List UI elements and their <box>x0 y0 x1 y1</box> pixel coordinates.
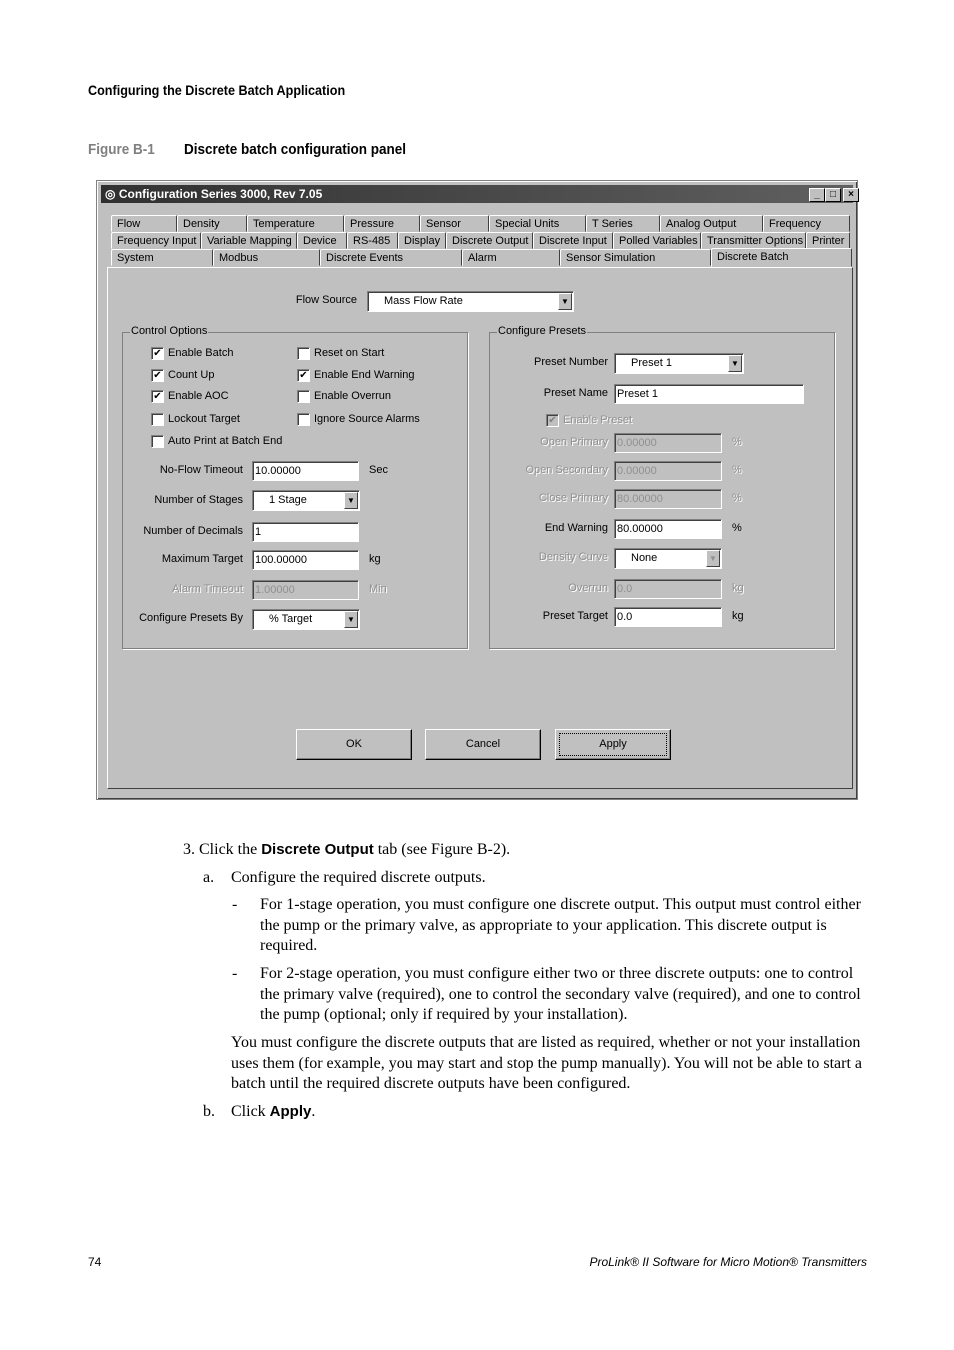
step-number: 3. <box>183 841 195 858</box>
tab-analog-output[interactable]: Analog Output <box>660 215 763 232</box>
ok-button[interactable]: OK <box>296 729 412 760</box>
lockout-target-label: Lockout Target <box>168 413 240 425</box>
tab-t-series[interactable]: T Series <box>586 215 660 232</box>
open-secondary-unit: % <box>732 464 742 476</box>
enable-preset-label: Enable Preset <box>563 414 633 426</box>
page-number: 74 <box>88 1255 102 1269</box>
control-options-group <box>122 325 468 649</box>
configure-presets-by-label: Configure Presets By <box>139 612 243 624</box>
lockout-target-checkbox[interactable] <box>151 413 164 426</box>
auto-print-at-batch-end-label: Auto Print at Batch End <box>168 435 283 447</box>
flow-source-label: Flow Source <box>295 294 357 306</box>
count-up-label: Count Up <box>168 369 215 381</box>
no-flow-timeout-label: No-Flow Timeout <box>159 464 243 476</box>
number-of-stages-select[interactable] <box>252 490 360 511</box>
control-options-legend: Control Options <box>131 325 208 337</box>
tab-flow[interactable]: Flow <box>111 215 177 232</box>
end-warning-label: End Warning <box>544 522 608 534</box>
figure-title: Discrete batch configuration panel <box>184 141 407 158</box>
maximize-button[interactable]: □ <box>825 188 841 202</box>
overrun-unit: kg <box>732 582 744 594</box>
enable-end-warning-checkbox[interactable]: ✔ <box>297 369 310 382</box>
number-of-stages-value: 1 Stage <box>269 494 307 506</box>
chevron-down-icon[interactable]: ▼ <box>558 293 572 310</box>
tab-discrete-input[interactable]: Discrete Input <box>533 232 613 249</box>
tab-temperature[interactable]: Temperature <box>247 215 344 232</box>
no-flow-timeout-unit: Sec <box>369 464 388 476</box>
tab-display[interactable]: Display <box>398 232 446 249</box>
preset-number-value: Preset 1 <box>631 357 672 369</box>
enable-overrun-checkbox[interactable] <box>297 390 310 403</box>
close-primary-unit: % <box>732 492 742 504</box>
chevron-down-icon: ▼ <box>706 550 720 567</box>
enable-end-warning-label: Enable End Warning <box>314 369 415 381</box>
tab-special-units[interactable]: Special Units <box>489 215 586 232</box>
tab-rs-485[interactable]: RS-485 <box>347 232 398 249</box>
end-warning-input[interactable]: 80.00000 <box>614 519 722 539</box>
density-curve-select <box>614 548 722 569</box>
maximum-target-input[interactable]: 100.00000 <box>252 550 359 570</box>
maximum-target-label: Maximum Target <box>161 553 243 565</box>
title-bar <box>101 185 853 203</box>
open-primary-input: 0.00000 <box>614 433 722 453</box>
cancel-button[interactable]: Cancel <box>425 729 541 760</box>
tab-frequency-input[interactable]: Frequency Input <box>111 232 201 249</box>
open-secondary-label: Open Secondary <box>525 464 608 476</box>
open-primary-label: Open Primary <box>540 436 608 448</box>
no-flow-timeout-input[interactable]: 10.00000 <box>252 461 359 481</box>
reset-on-start-checkbox[interactable] <box>297 347 310 360</box>
step-text: Click <box>231 1103 266 1120</box>
tab-sensor-simulation[interactable]: Sensor Simulation <box>560 249 711 266</box>
step-bold: Apply <box>269 1103 312 1120</box>
tab-system[interactable]: System <box>111 249 213 266</box>
preset-target-label: Preset Target <box>542 610 608 622</box>
tab-polled-variables[interactable]: Polled Variables <box>613 232 701 249</box>
tab-variable-mapping[interactable]: Variable Mapping <box>201 232 297 249</box>
app-icon: ◎ <box>105 187 116 201</box>
overrun-input: 0.0 <box>614 579 722 599</box>
tab-frequency[interactable]: Frequency <box>763 215 850 232</box>
tab-discrete-output[interactable]: Discrete Output <box>446 232 533 249</box>
step-text: . <box>311 1103 316 1120</box>
step-text: Click the <box>199 841 258 858</box>
number-of-decimals-input[interactable]: 1 <box>252 522 359 542</box>
alarm-timeout-input: 1.00000 <box>252 580 359 600</box>
substep-a-text: Configure the required discrete outputs. <box>231 869 486 886</box>
reset-on-start-label: Reset on Start <box>314 347 385 359</box>
section-header: Configuring the Discrete Batch Application <box>88 82 346 98</box>
chevron-down-icon[interactable]: ▼ <box>728 355 742 372</box>
ignore-source-alarms-checkbox[interactable] <box>297 413 310 426</box>
bullet-1: For 1-stage operation, you must configure one discrete output. This output must control either the pump or the primary valve, as appropriate to your application. This discrete output is required. <box>260 896 861 954</box>
preset-name-input[interactable]: Preset 1 <box>614 384 804 404</box>
close-button[interactable]: × <box>843 188 859 202</box>
substep-a-number: a. <box>203 869 215 886</box>
density-curve-label: Density Curve <box>538 551 608 563</box>
bullet-dash: - <box>232 896 238 913</box>
tab-discrete-batch[interactable]: Discrete Batch <box>711 248 852 267</box>
step-text: tab (see Figure B-2). <box>377 841 511 858</box>
ignore-source-alarms-label: Ignore Source Alarms <box>314 413 420 425</box>
apply-button[interactable]: Apply <box>555 729 671 760</box>
tab-printer[interactable]: Printer <box>806 232 850 249</box>
bullet-2: For 2-stage operation, you must configure either two or three discrete outputs: one to control the primary valve (required), one to control the secondary valve (required), and one to control the pump (optional; only if required by your installation). <box>260 965 861 1023</box>
count-up-checkbox[interactable]: ✔ <box>151 369 164 382</box>
end-warning-unit: % <box>732 522 742 534</box>
substep-b-text <box>231 1102 315 1123</box>
maximum-target-unit: kg <box>369 553 381 565</box>
number-of-stages-label: Number of Stages <box>154 494 243 506</box>
auto-print-at-batch-end-checkbox[interactable] <box>151 435 164 448</box>
page-footer: ProLink® II Software for Micro Motion® Transmitters <box>589 1255 867 1269</box>
figure-label: Figure B-1 <box>88 141 155 158</box>
tab-device[interactable]: Device <box>297 232 347 249</box>
chevron-down-icon[interactable]: ▼ <box>344 611 358 628</box>
enable-batch-label: Enable Batch <box>168 347 234 359</box>
tab-density[interactable]: Density <box>177 215 247 232</box>
step-bold: Discrete Output <box>261 841 374 858</box>
enable-overrun-label: Enable Overrun <box>314 390 392 402</box>
window-title: Configuration Series 3000, Rev 7.05 <box>118 187 323 201</box>
density-curve-value: None <box>631 552 658 564</box>
configure-presets-group <box>489 325 835 649</box>
enable-aoc-label: Enable AOC <box>168 390 229 402</box>
number-of-decimals-label: Number of Decimals <box>143 525 243 537</box>
bullet-dash: - <box>232 965 238 982</box>
configure-presets-by-value: % Target <box>269 613 313 625</box>
open-secondary-input: 0.00000 <box>614 461 722 481</box>
note-paragraph: You must configure the discrete outputs that are listed as required, whether or not your installation uses them (for example, you may start and stop the pump manually). You will not be able to start a batch until the required discrete outputs have been configured. <box>231 1034 862 1092</box>
chevron-down-icon[interactable]: ▼ <box>344 492 358 509</box>
preset-name-label: Preset Name <box>543 387 608 399</box>
preset-target-unit: kg <box>732 610 744 622</box>
tab-discrete-events[interactable]: Discrete Events <box>320 249 462 266</box>
close-primary-input: 80.00000 <box>614 489 722 509</box>
enable-batch-checkbox[interactable]: ✔ <box>151 347 164 360</box>
minimize-button[interactable]: _ <box>809 188 825 202</box>
tab-transmitter-options[interactable]: Transmitter Options <box>701 232 806 249</box>
enable-preset-checkbox: ✔ <box>546 414 559 427</box>
overrun-label: Overrun <box>568 582 608 594</box>
preset-number-select[interactable] <box>614 353 744 374</box>
tab-sensor[interactable]: Sensor <box>420 215 489 232</box>
discrete-batch-panel <box>107 267 853 789</box>
enable-aoc-checkbox[interactable]: ✔ <box>151 390 164 403</box>
tab-alarm[interactable]: Alarm <box>462 249 560 266</box>
preset-number-label: Preset Number <box>534 356 608 368</box>
tab-modbus[interactable]: Modbus <box>213 249 320 266</box>
tab-pressure[interactable]: Pressure <box>344 215 420 232</box>
configure-presets-by-select[interactable] <box>252 609 360 630</box>
flow-source-select[interactable] <box>367 291 574 312</box>
flow-source-value: Mass Flow Rate <box>384 295 463 307</box>
alarm-timeout-label: Alarm Timeout <box>172 583 243 595</box>
close-primary-label: Close Primary <box>538 492 608 504</box>
step-3 <box>183 840 510 861</box>
preset-target-input[interactable]: 0.0 <box>614 607 722 627</box>
configure-presets-legend: Configure Presets <box>498 325 587 337</box>
substep-b-number: b. <box>203 1103 215 1120</box>
open-primary-unit: % <box>732 436 742 448</box>
configuration-window <box>96 180 858 800</box>
alarm-timeout-unit: Min <box>369 583 387 595</box>
